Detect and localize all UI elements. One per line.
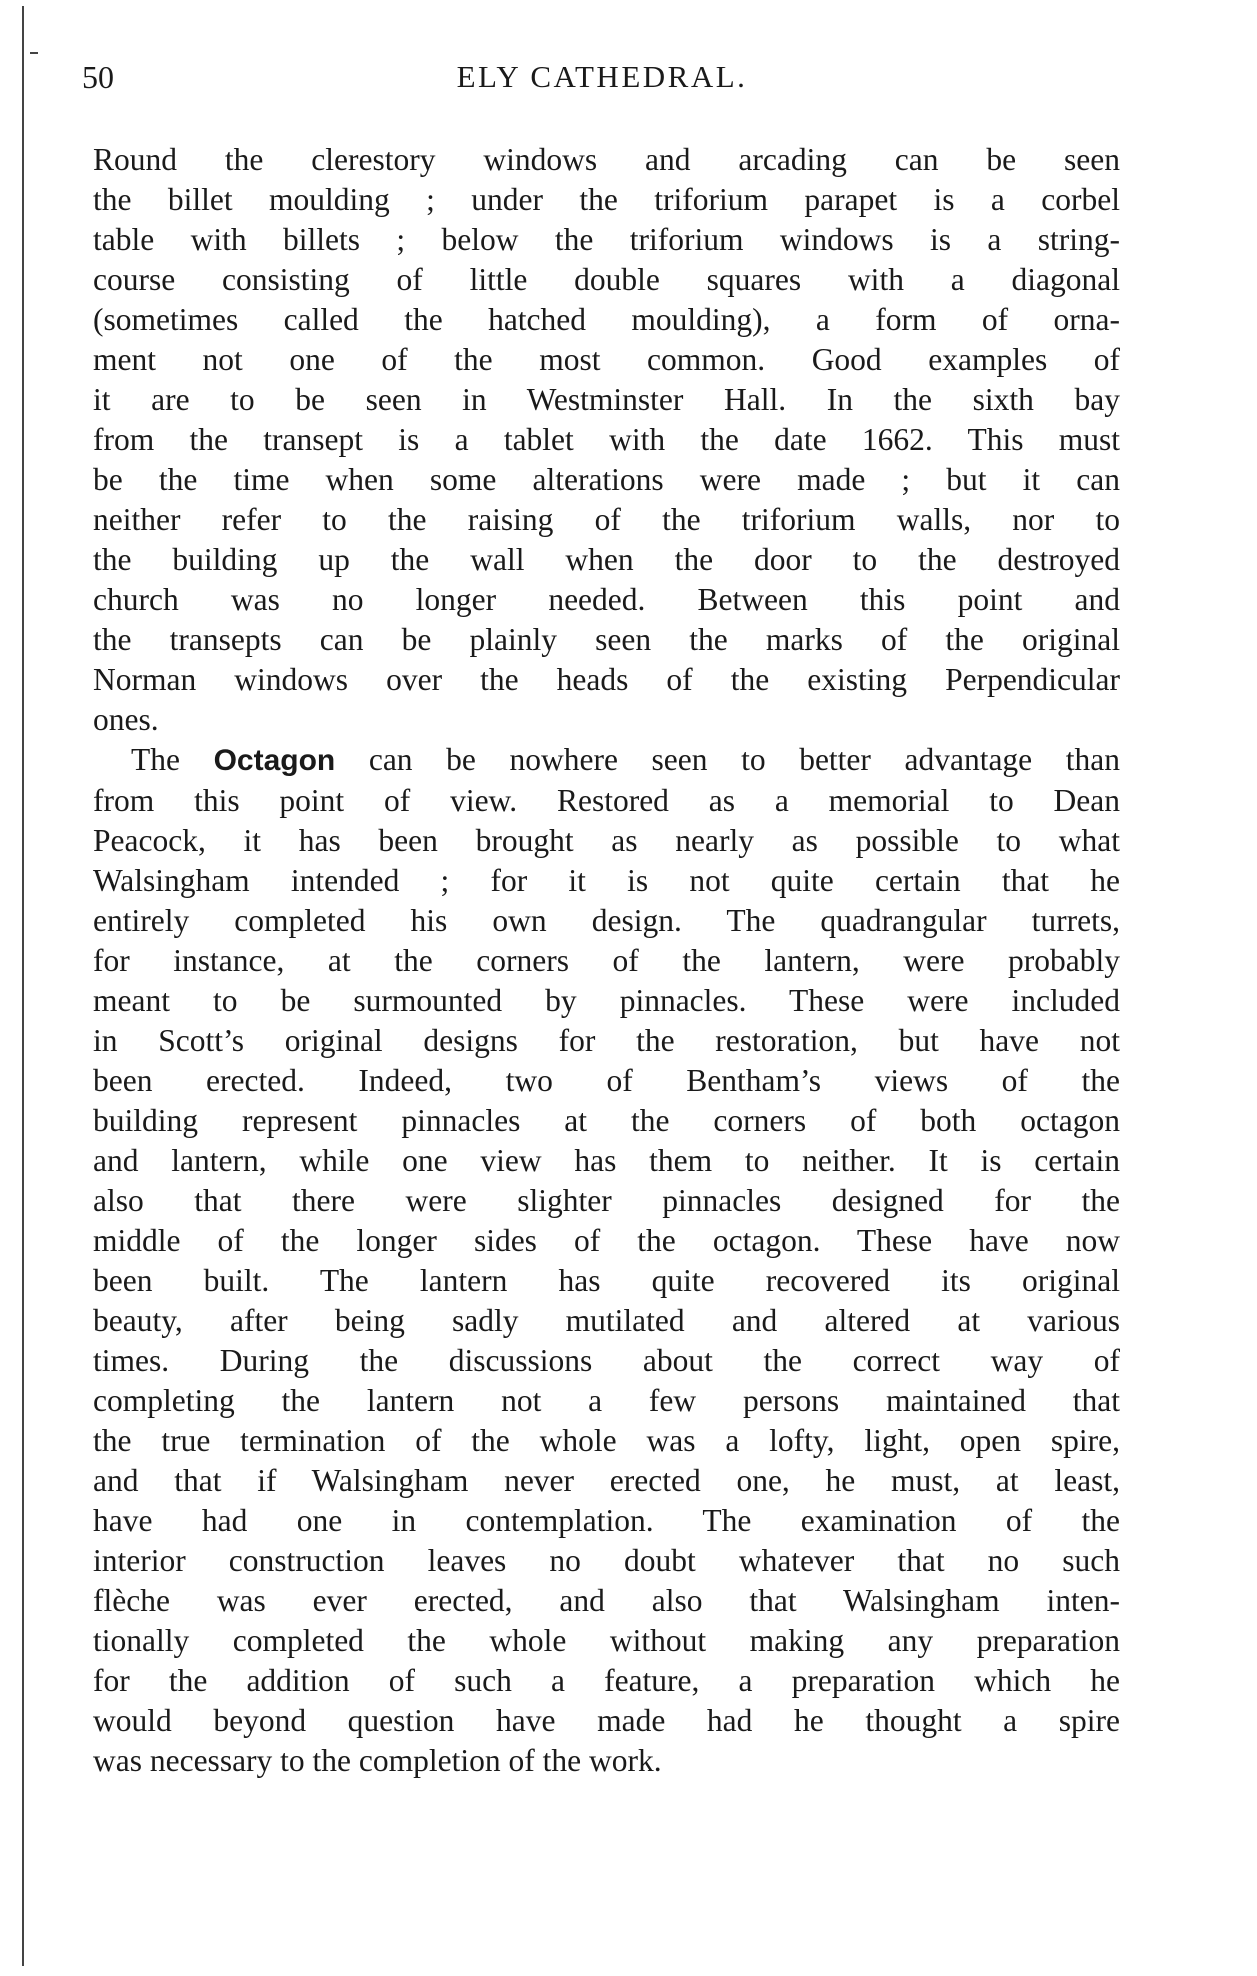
- text-line: been built. The lantern has quite recovered its original: [93, 1263, 1120, 1298]
- body-text: [93, 140, 1120, 1781]
- page-number: 50: [82, 59, 114, 95]
- text-line: ones.: [93, 702, 159, 737]
- text-line: course consisting of little double squares with a diagonal: [93, 262, 1120, 297]
- text-line: church was no longer needed. Between this point and: [93, 582, 1120, 617]
- text-line: middle of the longer sides of the octagon. These have now: [93, 1223, 1120, 1258]
- text-line: (sometimes called the hatched moulding), a form of orna-: [93, 302, 1120, 337]
- text-line: flèche was ever erected, and also that Walsingham inten-: [93, 1583, 1120, 1618]
- text-line: have had one in contemplation. The examination of the: [93, 1503, 1120, 1538]
- text-line: completing the lantern not a few persons maintained that: [93, 1383, 1120, 1418]
- text-line: the true termination of the whole was a lofty, light, open spire,: [93, 1423, 1120, 1458]
- bold-term-octagon: Octagon: [213, 744, 336, 777]
- margin-rule: [22, 6, 24, 1966]
- text-fragment: can be nowhere seen to better advantage than: [335, 742, 1120, 777]
- margin-tick: [30, 52, 38, 54]
- text-line: in Scott’s original designs for the restoration, but have not: [93, 1023, 1120, 1058]
- text-line: from this point of view. Restored as a memorial to Dean: [93, 783, 1120, 818]
- page-title: ELY CATHEDRAL.: [456, 59, 748, 94]
- text-line: Round the clerestory windows and arcading can be seen: [93, 142, 1120, 177]
- text-line: Norman windows over the heads of the existing Perpendicular: [93, 662, 1120, 697]
- text-fragment: The: [131, 742, 214, 777]
- text-line: and that if Walsingham never erected one, he must, at least,: [93, 1463, 1120, 1498]
- text-line: times. During the discussions about the correct way of: [93, 1343, 1120, 1378]
- text-line: be the time when some alterations were made ; but it can: [93, 462, 1120, 497]
- text-line: table with billets ; below the triforium windows is a string-: [93, 222, 1120, 257]
- paragraph-2: [93, 740, 1120, 1781]
- text-line: building represent pinnacles at the corners of both octagon: [93, 1103, 1120, 1138]
- text-line: meant to be surmounted by pinnacles. These were included: [93, 983, 1120, 1018]
- text-line: and lantern, while one view has them to neither. It is certain: [93, 1143, 1120, 1178]
- text-line: tionally completed the whole without making any preparation: [93, 1623, 1120, 1658]
- text-line: was necessary to the completion of the work.: [93, 1743, 662, 1778]
- text-line: been erected. Indeed, two of Bentham’s views of the: [93, 1063, 1120, 1098]
- text-line: the building up the wall when the door to the destroyed: [93, 542, 1120, 577]
- text-line: would beyond question have made had he thought a spire: [93, 1703, 1120, 1738]
- text-line: it are to be seen in Westminster Hall. In the sixth bay: [93, 382, 1120, 417]
- text-line: ment not one of the most common. Good examples of: [93, 342, 1120, 377]
- text-line: [93, 740, 1120, 781]
- text-line: the transepts can be plainly seen the marks of the original: [93, 622, 1120, 657]
- text-line: Peacock, it has been brought as nearly as possible to what: [93, 823, 1120, 858]
- text-line: neither refer to the raising of the triforium walls, nor to: [93, 502, 1120, 537]
- text-line: the billet moulding ; under the triforium parapet is a corbel: [93, 182, 1120, 217]
- paragraph-1: [93, 140, 1120, 740]
- text-line: interior construction leaves no doubt whatever that no such: [93, 1543, 1120, 1578]
- running-head: [82, 52, 1122, 102]
- text-line: beauty, after being sadly mutilated and altered at various: [93, 1303, 1120, 1338]
- text-line: for the addition of such a feature, a preparation which he: [93, 1663, 1120, 1698]
- text-line: for instance, at the corners of the lantern, were probably: [93, 943, 1120, 978]
- text-line: Walsingham intended ; for it is not quite certain that he: [93, 863, 1120, 898]
- text-line: also that there were slighter pinnacles designed for the: [93, 1183, 1120, 1218]
- text-line: from the transept is a tablet with the date 1662. This must: [93, 422, 1120, 457]
- text-line: entirely completed his own design. The quadrangular turrets,: [93, 903, 1120, 938]
